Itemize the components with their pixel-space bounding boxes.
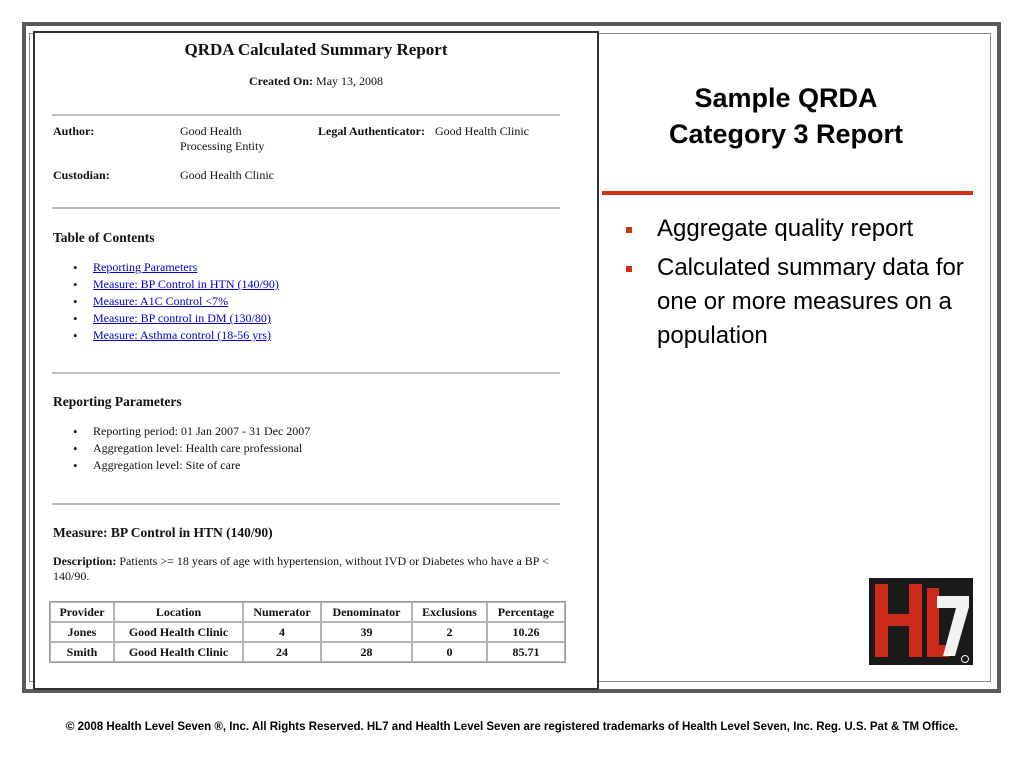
toc-link[interactable]: Measure: BP control in DM (130/80) xyxy=(93,311,271,325)
slide-bullet-text: Calculated summary data for one or more measures on a population xyxy=(657,254,964,349)
column-header: Denominator xyxy=(321,602,412,622)
author-label: Author: xyxy=(53,124,95,138)
table-cell: 39 xyxy=(321,622,412,642)
qrda-document-panel xyxy=(33,31,599,690)
document-title: QRDA Calculated Summary Report xyxy=(184,40,448,59)
params-list xyxy=(73,423,310,474)
params-heading: Reporting Parameters xyxy=(53,394,182,409)
divider xyxy=(52,207,560,209)
table-cell: 85.71 xyxy=(487,642,565,662)
square-bullet-icon xyxy=(626,266,632,272)
column-header: Location xyxy=(114,602,243,622)
table-row xyxy=(50,622,565,642)
table-cell: 10.26 xyxy=(487,622,565,642)
params-item: • Aggregation level: Health care professional xyxy=(73,440,310,457)
slide-bullet-text: Aggregate quality report xyxy=(657,215,914,242)
measure-table xyxy=(49,601,566,663)
toc-item[interactable] xyxy=(73,259,279,276)
created-label: Created On: xyxy=(248,74,314,88)
author-value-line2: Processing Entity xyxy=(180,139,265,153)
table-header-row xyxy=(50,602,565,622)
table-cell: Jones xyxy=(50,622,114,642)
legal-authenticator-label: Legal Authenticator: xyxy=(318,124,425,138)
hl7-logo-icon xyxy=(869,578,973,665)
author-value-line1: Good Health xyxy=(180,124,242,138)
measure-heading: Measure: BP Control in HTN (140/90) xyxy=(53,525,273,540)
description-label: Description: xyxy=(53,554,117,568)
slide-bullet xyxy=(626,212,971,246)
table-cell: 24 xyxy=(243,642,321,662)
toc-link[interactable]: Reporting Parameters xyxy=(93,260,198,274)
toc-link[interactable]: Measure: BP Control in HTN (140/90) xyxy=(93,277,279,291)
divider xyxy=(52,372,560,374)
legal-authenticator-value: Good Health Clinic xyxy=(435,124,529,138)
square-bullet-icon xyxy=(626,227,632,233)
table-row xyxy=(50,642,565,662)
table-cell: Smith xyxy=(50,642,114,662)
table-cell: Good Health Clinic xyxy=(114,622,243,642)
accent-rule xyxy=(602,191,973,195)
created-on xyxy=(35,74,597,89)
column-header: Exclusions xyxy=(412,602,487,622)
slide-title xyxy=(606,80,966,152)
params-item: • Aggregation level: Site of care xyxy=(73,457,310,474)
author-value xyxy=(180,124,264,154)
column-header: Provider xyxy=(50,602,114,622)
slide-title-line1: Sample QRDA xyxy=(694,83,878,113)
toc-list xyxy=(73,259,279,344)
created-value: May 13, 2008 xyxy=(316,74,384,88)
toc-link[interactable]: Measure: A1C Control <7% xyxy=(93,294,229,308)
toc-item[interactable] xyxy=(73,327,279,344)
description-text: Patients >= 18 years of age with hypertension, without IVD or Diabetes who have a BP < 140/90. xyxy=(53,554,549,583)
divider xyxy=(52,114,560,116)
params-item: • Reporting period: 01 Jan 2007 - 31 Dec 2007 xyxy=(73,423,310,440)
divider xyxy=(52,503,560,505)
table-cell: 0 xyxy=(412,642,487,662)
toc-heading: Table of Contents xyxy=(53,230,155,245)
table-cell: 2 xyxy=(412,622,487,642)
toc-item[interactable] xyxy=(73,310,279,327)
hl7-logo xyxy=(869,578,973,665)
column-header: Numerator xyxy=(243,602,321,622)
column-header: Percentage xyxy=(487,602,565,622)
table-cell: 28 xyxy=(321,642,412,662)
custodian-value: Good Health Clinic xyxy=(180,168,274,182)
table-cell: 4 xyxy=(243,622,321,642)
slide-bullet xyxy=(626,251,971,353)
toc-link[interactable]: Measure: Asthma control (18-56 yrs) xyxy=(93,328,271,342)
custodian-label: Custodian: xyxy=(53,168,110,182)
toc-item[interactable] xyxy=(73,293,279,310)
measure-description xyxy=(53,554,559,584)
toc-item[interactable] xyxy=(73,276,279,293)
slide-title-line2: Category 3 Report xyxy=(668,119,904,149)
table-cell: Good Health Clinic xyxy=(114,642,243,662)
copyright-footer: © 2008 Health Level Seven ®, Inc. All Rights Reserved. HL7 and Health Level Seven are registered trademarks of Health Level Seven, Inc. Reg. U.S. Pat & TM Office. xyxy=(65,721,959,733)
slide-bullets xyxy=(626,212,971,358)
